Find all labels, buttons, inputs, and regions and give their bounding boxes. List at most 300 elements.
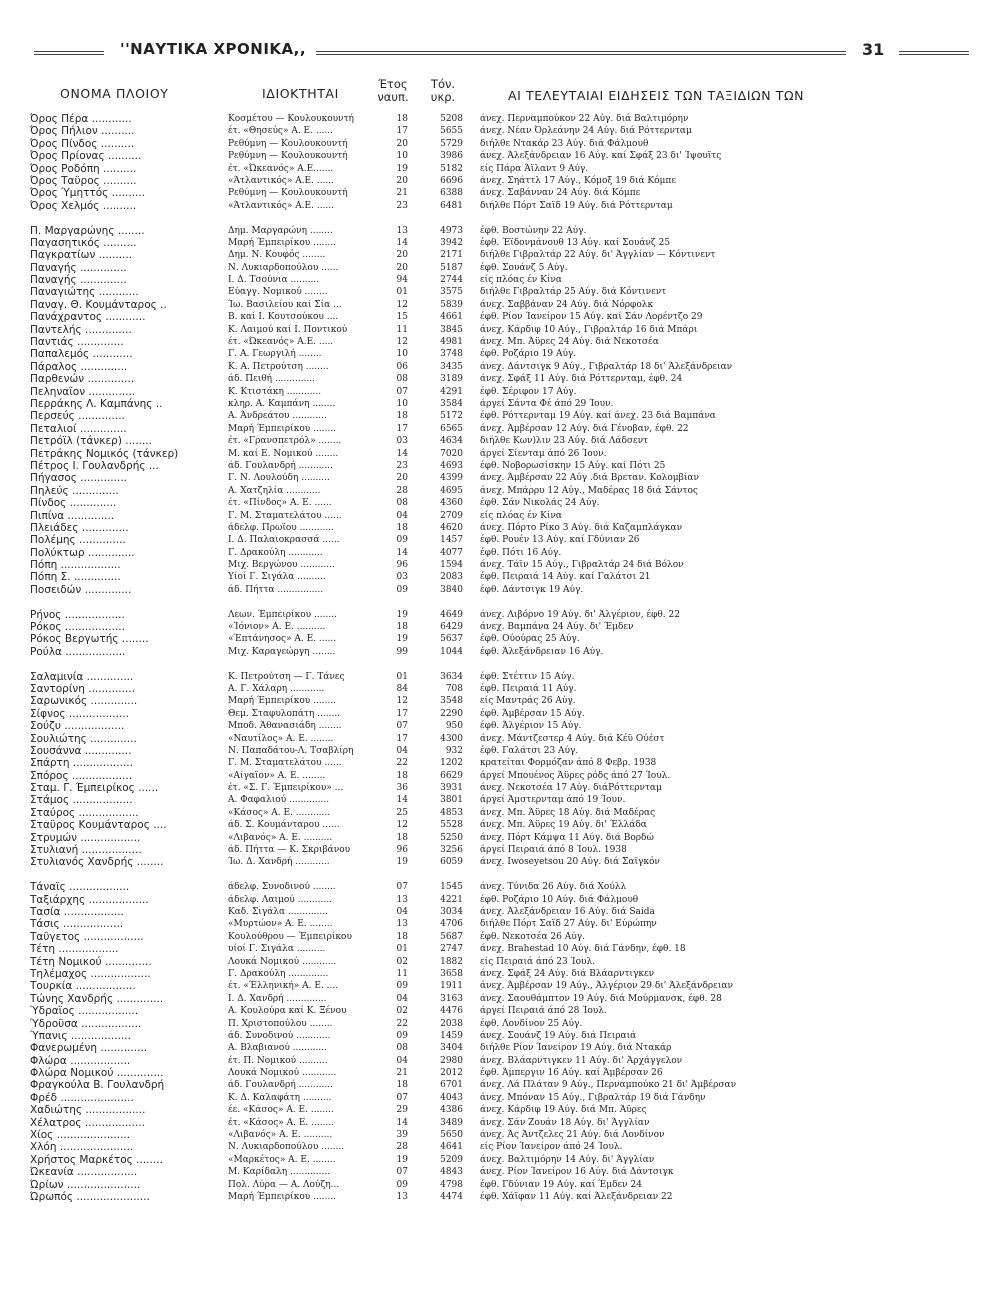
ship-name: Ώρωπός ......................: [30, 1190, 150, 1203]
build-year: 19: [396, 634, 408, 645]
owner: Ν. Λυκιαρδοπούλου ......: [228, 262, 339, 273]
build-year: 08: [396, 498, 408, 509]
voyage-news: άνεχ. Κάρδιφ 10 Αύγ., Γιβραλτάρ 16 διά Μπάρι: [480, 324, 698, 335]
tonnage: 4853: [440, 807, 463, 818]
voyage-news: έφθ. Γαλάτσι 23 Αύγ.: [480, 745, 579, 756]
table-row: [0, 1104, 1000, 1116]
build-year: 18: [396, 411, 408, 422]
owner: Κ. Κτιστάκη ............: [228, 386, 322, 397]
tonnage: 1594: [440, 560, 463, 571]
tonnage: 3189: [440, 374, 463, 385]
build-year: 17: [396, 733, 408, 744]
tonnage: 950: [445, 721, 463, 732]
table-row: [0, 1030, 1000, 1042]
column-header-news: ΑΙ ΤΕΛΕΥΤΑΙΑΙ ΕΙΔΗΣΕΙΣ ΤΩΝ ΤΑΞΙΔΙΩΝ ΤΩΝ: [508, 88, 805, 103]
tonnage: 3489: [440, 1117, 463, 1128]
voyage-news: έφθ. Ούούρας 25 Αύγ.: [480, 634, 580, 645]
ship-name: Σαντορίνη ..............: [30, 682, 135, 695]
voyage-news: άνεχ. Ρίον Ίανείρον 16 Αύγ. διά Δάντσιγκ: [480, 1167, 674, 1178]
voyage-news: κρατείται Φορμόζαν άπό 8 Φεβρ. 1938: [480, 758, 657, 769]
owner: έτ. «Πίνδος» Α. Ε. ......: [228, 498, 332, 509]
owner: Κ. Λαιμού καί Ι. Ποντικού: [228, 324, 348, 335]
tonnage: 6481: [440, 200, 463, 211]
owner: «Άτλαντικός» Α.Ε. ......: [228, 175, 335, 186]
build-year: 21: [396, 1068, 408, 1079]
voyage-news: έφθ. Χάϊφαν 11 Αύγ. καί Άλεξάνδρειαν 22: [480, 1191, 673, 1202]
ship-name: Στάμος ..................: [30, 794, 133, 807]
table-row: [0, 200, 1000, 212]
build-year: 96: [396, 560, 408, 571]
table-row: [0, 311, 1000, 323]
tonnage: 4706: [440, 919, 463, 930]
tonnage: 932: [445, 745, 463, 756]
voyage-news: έφθ. Δάντσιγκ 19 Αύγ.: [480, 584, 584, 595]
voyage-news: άνεχ. Σηάττλ 17 Αύγ., Κόμοξ 19 διά Κόμπε: [480, 175, 676, 186]
voyage-news: άνεχ. Βαμπάνα 24 Αύγ. δι' Έμδεν: [480, 622, 634, 633]
tonnage: 4973: [440, 225, 463, 236]
ship-name: Στρυμών ..................: [30, 831, 141, 844]
voyage-news: διήλθε Ρίον Ίανείρον 19 Αύγ. διά Ντακάρ: [480, 1043, 672, 1054]
owner: «Αίγαΐον» Α. Ε. ........: [228, 770, 326, 781]
build-year: 29: [396, 1105, 408, 1116]
table-row: [0, 485, 1000, 497]
build-year: 01: [396, 287, 408, 298]
ship-name: Πιπίνα ..............: [30, 509, 115, 522]
owner: Ρεθύμνη — Κουλουκουντή: [228, 138, 348, 149]
build-year: 13: [396, 225, 408, 236]
table-row: [0, 435, 1000, 447]
ship-name: Όρος Ύμηττός ..........: [30, 187, 146, 200]
tonnage: 5729: [440, 138, 463, 149]
owner: έτ. «Ώκεανός» Α.Ε.......: [228, 163, 334, 174]
tonnage: 5650: [440, 1130, 463, 1141]
build-year: 22: [396, 1018, 408, 1029]
tonnage: 2038: [440, 1018, 463, 1029]
table-row: [0, 423, 1000, 435]
ship-name: Όρος Πρίονας ..........: [30, 150, 142, 163]
voyage-news: άνεχ. Σάν Ζουάν 18 Αύγ. δι' Άγγλίαν: [480, 1117, 650, 1128]
table-row: [0, 373, 1000, 385]
voyage-news: άνεχ. Iwoseyetsou 20 Αύγ. διά Σαϊγκόν: [480, 857, 660, 868]
tonnage: 3634: [440, 671, 463, 682]
build-year: 13: [396, 1191, 408, 1202]
table-row: [0, 1179, 1000, 1191]
table-row: [0, 671, 1000, 683]
table-row: [0, 609, 1000, 621]
build-year: 10: [396, 398, 408, 409]
table-row: [0, 856, 1000, 868]
tonnage: 1044: [440, 646, 463, 657]
ship-name: Όρος Πίνδος ..........: [30, 137, 135, 150]
tonnage: 3548: [440, 696, 463, 707]
table-row: [0, 918, 1000, 930]
owner: Δημ. Μαργαρώνη ........: [228, 225, 333, 236]
owner: άδ. Γουλανδρή ............: [228, 1080, 333, 1091]
ship-name: Πέτρος Ι. Γουλανδρής ...: [30, 459, 159, 472]
table-row: [0, 1005, 1000, 1017]
owner: Ίω. Βασιλείου καί Σία ...: [228, 299, 342, 310]
owner: «Λιβανός» Α. Ε. ..........: [228, 832, 333, 843]
owner: Ι. Δ. Χανδρή ..............: [228, 993, 327, 1004]
voyage-news: έφθ. Άλεξάνδρειαν 16 Αύγ.: [480, 646, 604, 657]
ship-name: Παναγής ..............: [30, 261, 127, 274]
build-year: 07: [396, 882, 408, 893]
voyage-news: άνεχ. Άμβέρσαν 22 Αύγ .διά Βρεταν. Κολομβίαν: [480, 473, 699, 484]
table-row: [0, 448, 1000, 460]
tonnage: 3840: [440, 584, 463, 595]
table-row: [0, 336, 1000, 348]
voyage-news: άνεχ. Άμβέρσαν 19 Αύγ., Άλγέριον 29 δι' Άλεξάνδρειαν: [480, 981, 733, 992]
build-year: 19: [396, 1154, 408, 1165]
build-year: 19: [396, 609, 408, 620]
ship-name: Ρόκος ..................: [30, 621, 125, 634]
table-row: [0, 274, 1000, 286]
table-row: [0, 286, 1000, 298]
build-year: 19: [396, 163, 408, 174]
table-row: [0, 398, 1000, 410]
build-year: 07: [396, 721, 408, 732]
tonnage: 3256: [440, 845, 463, 856]
ship-name: Σουσάννα ..............: [30, 744, 132, 757]
table-row: [0, 187, 1000, 199]
table-row: [0, 633, 1000, 645]
table-row: [0, 386, 1000, 398]
tonnage: 6701: [440, 1080, 463, 1091]
ship-name: Παρθενών ..............: [30, 373, 135, 386]
owner: άδ. Γουλανδρή ............: [228, 460, 333, 471]
owner: Μαρή Έμπειρίκου ........: [228, 1191, 336, 1202]
table-row: [0, 695, 1000, 707]
owner: Γ. Α. Γεωργιλή ........: [228, 349, 322, 360]
owner: άδελφ. Συνοδινού ........: [228, 882, 336, 893]
table-row: [0, 1055, 1000, 1067]
tonnage: 2290: [440, 708, 463, 719]
owner: Α. Γ. Χάλαρη ............: [228, 683, 325, 694]
voyage-news: άργεί Σίενταμ άπό 26 Ίουν.: [480, 448, 607, 459]
build-year: 01: [396, 671, 408, 682]
build-year: 20: [396, 175, 408, 186]
tonnage: 3034: [440, 907, 463, 917]
owner: Μιχ. Βεργώνου ............: [228, 560, 335, 571]
table-row: [0, 410, 1000, 422]
ship-name: Περσεύς ..............: [30, 410, 125, 423]
owner: Υίοί Γ. Σιγάλα ..........: [228, 572, 326, 583]
tonnage: 6696: [440, 175, 463, 186]
tonnage: 2980: [440, 1055, 463, 1066]
voyage-news: άνεχ. Μπ. Άϋρες 19 Αύγ. δι' Έλλάδα: [480, 820, 647, 831]
voyage-news: διήλθε Πόρτ Σαΐδ 19 Αύγ. διά Ρόττερνταμ: [480, 200, 673, 211]
build-year: 12: [396, 299, 408, 310]
owner: Μποδ. Άθανασιάδη ........: [228, 721, 342, 732]
tonnage: 4843: [440, 1167, 463, 1178]
ship-name: Τηλέμαχος ..................: [30, 967, 151, 980]
build-year: 04: [396, 745, 408, 756]
table-row: [0, 794, 1000, 806]
build-year: 20: [396, 250, 408, 261]
build-year: 02: [396, 1006, 408, 1017]
build-year: 06: [396, 361, 408, 372]
voyage-news: άνεχ. Νέαν Όρλεάνην 24 Αύγ. διά Ρόττερνταμ: [480, 126, 692, 137]
build-year: 18: [396, 931, 408, 942]
build-year: 15: [396, 312, 408, 323]
build-year: 84: [396, 683, 408, 694]
ship-name: Πλειάδες ..............: [30, 521, 129, 534]
tonnage: 2012: [440, 1068, 463, 1079]
table-row: [0, 361, 1000, 373]
ship-name: Πηλεύς ..............: [30, 484, 119, 497]
tonnage: 4474: [440, 1191, 463, 1202]
table-row: [0, 807, 1000, 819]
owner: Κ. Α. Πετρούτση ........: [228, 361, 329, 372]
voyage-news: έφθ. Ροζάριο 10 Αύγ. διά Φάλμουθ: [480, 894, 639, 905]
ship-name: Τουρκία ..................: [30, 980, 136, 993]
tonnage: 4221: [440, 894, 463, 905]
build-year: 18: [396, 1080, 408, 1091]
owner: Α. Άνδρεάτου ............: [228, 411, 327, 422]
build-year: 20: [396, 262, 408, 273]
build-year: 14: [396, 1117, 408, 1128]
section-gap: [0, 869, 1000, 881]
table-row: [0, 262, 1000, 274]
owner: άδ. Συνοδινού ............: [228, 1030, 331, 1041]
owner: Μαρή Έμπειρίκου ........: [228, 423, 336, 434]
build-year: 04: [396, 510, 408, 521]
tonnage: 3801: [440, 795, 463, 806]
owner: Πολ. Λύρα — Α. Λούζη...: [228, 1179, 340, 1190]
table-row: [0, 708, 1000, 720]
voyage-news: άνεχ. Τύνιδα 26 Αύγ. διά Χούλλ: [480, 882, 627, 893]
build-year: 12: [396, 337, 408, 348]
ship-name: Πήγασος ..............: [30, 472, 127, 485]
tonnage: 4360: [440, 498, 463, 509]
tonnage: 1459: [440, 1030, 463, 1041]
table-row: [0, 138, 1000, 150]
owner: «Ίόνιον» Α. Ε. ..........: [228, 622, 326, 633]
owner: «Μυρτώον» Α. Ε. ........: [228, 919, 333, 930]
table-row: [0, 584, 1000, 596]
ship-name: Ώρίων ......................: [30, 1178, 141, 1191]
table-row: [0, 968, 1000, 980]
build-year: 18: [396, 522, 408, 533]
build-year: 25: [396, 807, 408, 818]
header-rule-left: [34, 51, 104, 55]
voyage-news: έφθ. Άμπεργιν 16 Αύγ. καί Άμβέρσαν 26: [480, 1068, 663, 1079]
tonnage: 2171: [440, 250, 463, 261]
build-year: 11: [396, 968, 408, 979]
ship-name: Ύπανις ..................: [30, 1029, 131, 1042]
ship-name: Όρος Χελμός ..........: [30, 199, 137, 212]
tonnage: 3748: [440, 349, 463, 360]
ship-name: Ποσειδών ..............: [30, 583, 132, 596]
ship-name: Περράκης Λ. Καμπάνης ..: [30, 397, 163, 410]
build-year: 39: [396, 1130, 408, 1141]
owner: Ίω. Δ. Χανδρή ............: [228, 857, 330, 868]
voyage-news: έφθ. Γδύνιαν 19 Αύγ. καί Έμδεν 24: [480, 1179, 642, 1190]
ship-name: Τέτη Νομικού ..............: [30, 955, 152, 968]
ship-name: Στυλιανός Χανδρής ........: [30, 856, 164, 869]
ship-name: Πεταλιοί ..............: [30, 422, 127, 435]
owner: Γ. Μ. Σταματελάτου ......: [228, 758, 342, 769]
tonnage: 4476: [440, 1006, 463, 1017]
voyage-news: άνεχ. Τάϊν 15 Αύγ., Γιβραλτάρ 24 διά Βόλον: [480, 560, 684, 571]
tonnage: 3575: [440, 287, 463, 298]
ship-name: Σπόρος ..................: [30, 769, 133, 782]
ship-name: Σταύρος ..................: [30, 806, 139, 819]
build-year: 03: [396, 572, 408, 583]
owner: Ν. Παπαδάτου-Λ. Τσαβλίρη: [228, 745, 354, 756]
build-year: 08: [396, 374, 408, 385]
tonnage: 7020: [440, 448, 463, 459]
table-row: [0, 1166, 1000, 1178]
ship-name: Ρήνος ..................: [30, 608, 125, 621]
build-year: 12: [396, 820, 408, 831]
build-year: 09: [396, 535, 408, 546]
ship-name: Ρούλα ..................: [30, 645, 126, 658]
ship-name: Όρος Πήλιον ..........: [30, 125, 135, 138]
build-year: 21: [396, 188, 408, 199]
page-number: 31: [862, 40, 885, 59]
tonnage: 3435: [440, 361, 463, 372]
build-year: 09: [396, 584, 408, 595]
voyage-news: έφθ. Ρίον Ίανείρον 15 Αύγ. καί Σάν Λορέντζο 29: [480, 312, 703, 323]
build-year: 17: [396, 708, 408, 719]
table-row: [0, 348, 1000, 360]
owner: άδ. Σ. Κουμάνταρου ......: [228, 820, 340, 831]
table-row: [0, 1092, 1000, 1104]
voyage-news: είς Πειραιά άπό 23 Ίουλ.: [480, 956, 596, 967]
table-row: [0, 150, 1000, 162]
table-row: [0, 733, 1000, 745]
column-header-year: Έτος ναυπ.: [377, 77, 409, 104]
ship-name: Πετρόϊλ (τάνκερ) ........: [30, 435, 152, 448]
voyage-news: άνεχ. Άλεξάνδρειαν 16 Αύγ. καί Σφάξ 23 δι' Ίψουϊτς: [480, 151, 722, 162]
voyage-news: άργεί Πειραιά άπό 28 Ίουλ.: [480, 1006, 607, 1017]
ship-name: Τώνης Χανδρής ..............: [30, 992, 164, 1005]
section-gap: [0, 596, 1000, 608]
ship-name: Χίος ......................: [30, 1129, 131, 1142]
table-row: [0, 993, 1000, 1005]
voyage-news: άνεχ. Σουάνζ 19 Αύγ. διά Πειραιά: [480, 1030, 637, 1041]
voyage-news: άνεχ. Δάντσιγκ 9 Αύγ., Γιβραλτάρ 18 δι' Άλεξάνδρειαν: [480, 361, 733, 372]
voyage-news: άνεχ. Άλεξάνδρειαν 16 Αύγ. διά Saida: [480, 907, 655, 917]
tonnage: 6429: [440, 622, 463, 633]
ship-name: Όρος Ταΰρος ..........: [30, 174, 137, 187]
table-row: [0, 906, 1000, 918]
voyage-news: είς Μαντράς 26 Αύγ.: [480, 696, 576, 707]
voyage-news: διήλθε Κων)λιν 23 Αύγ. διά Λάδσεντ: [480, 436, 649, 447]
tonnage: 5182: [440, 163, 463, 174]
table-row: [0, 881, 1000, 893]
voyage-news: άργεί Σάντα Φέ άπό 29 Ίουν.: [480, 398, 614, 409]
voyage-news: έφθ. Έϊδονμάνουθ 13 Αύγ. καί Σουάνζ 25: [480, 237, 671, 248]
owner: Θεμ. Σταφυλοπάτη ........: [228, 708, 341, 719]
section-gap: [0, 212, 1000, 224]
voyage-news: άνεχ. Βαλτιμόρην 14 Αύγ. δι' Άγγλίαν: [480, 1154, 655, 1165]
tonnage: 5687: [440, 931, 463, 942]
build-year: 18: [396, 114, 408, 124]
voyage-news: έφθ. Άμβέρσαν 15 Αύγ.: [480, 708, 585, 719]
table-row: [0, 547, 1000, 559]
owner: Γ. Μ. Σταματελάτου ......: [228, 510, 342, 521]
ship-name: Παγκρατίων ..........: [30, 249, 133, 262]
tonnage: 2744: [440, 275, 463, 286]
owner: κληρ. Α. Καμπάνη ........: [228, 398, 336, 409]
voyage-news: άνεχ. Σφάξ 11 Αύγ. διά Ρόττερνταμ, έφθ. 24: [480, 374, 683, 385]
header-rule-middle: [316, 51, 846, 55]
tonnage: 5655: [440, 126, 463, 137]
tonnage: 4695: [440, 485, 463, 496]
voyage-news: άνεχ. Σαββάναν 24 Αύγ. διά Νόρφολκ: [480, 299, 654, 310]
table-row: [0, 510, 1000, 522]
ship-name: Πόπη Σ. ..............: [30, 571, 121, 584]
table-row: [0, 175, 1000, 187]
tonnage: 2083: [440, 572, 463, 583]
build-year: 12: [396, 696, 408, 707]
ship-name: Φλώρα ..................: [30, 1054, 131, 1067]
owner: Μαρή Έμπειρίκου ........: [228, 696, 336, 707]
owner: Γ. Δρακούλη ..............: [228, 968, 329, 979]
tonnage: 2747: [440, 944, 463, 955]
ship-name: Φλώρα Νομικού ..............: [30, 1067, 164, 1080]
table-row: [0, 1154, 1000, 1166]
build-year: 17: [396, 423, 408, 434]
voyage-news: άνεχ. Μπάρρυ 12 Αύγ., Μαδέρας 18 διά Σάντος: [480, 485, 698, 496]
voyage-news: έφθ. Πειραιά 11 Αύγ.: [480, 683, 577, 694]
owner: άδελφ. Λαιμού ............: [228, 894, 332, 905]
ship-name: Πανάχραντος ............: [30, 311, 146, 324]
voyage-news: άργεί Άμστερνταμ άπό 19 Ίουν.: [480, 795, 626, 806]
build-year: 09: [396, 1030, 408, 1041]
voyage-news: άνεχ. Πόρτο Ρίκο 3 Αύγ. διά Καζαμπλάγκαν: [480, 522, 683, 533]
build-year: 08: [396, 1043, 408, 1054]
owner: Μ. Καρίδαλη ..............: [228, 1167, 331, 1178]
tonnage: 6388: [440, 188, 463, 199]
build-year: 96: [396, 845, 408, 856]
tonnage: 3845: [440, 324, 463, 335]
voyage-news: διήλθε Ντακάρ 23 Αύγ. διά Φάλμουθ: [480, 138, 649, 149]
table-row: [0, 113, 1000, 125]
ship-name: Σουλιώτης ..............: [30, 732, 137, 745]
ship-name: Πάραλος ..............: [30, 360, 128, 373]
owner: έτ. «Ώκεανός» Α.Ε. .....: [228, 337, 334, 348]
tonnage: 5187: [440, 262, 463, 273]
owner: Κουλούθρου — Έμπειρίκου: [228, 931, 352, 942]
build-year: 94: [396, 275, 408, 286]
owner: Μιχ. Καραγεώργη ........: [228, 646, 336, 657]
tonnage: 4798: [440, 1179, 463, 1190]
ship-name: Σταΰρος Κουμάνταρος ....: [30, 819, 167, 832]
owner: «Έπτάνησος» Α. Ε. ......: [228, 634, 337, 645]
table-row: [0, 472, 1000, 484]
voyage-news: έφθ. Νοβορωσίσκην 15 Αύγ. καί Πότι 25: [480, 460, 666, 471]
voyage-news: άνεχ. Άμβέρσαν 12 Αύγ. διά Γένοβαν, έφθ. 22: [480, 423, 689, 434]
ship-name: Ύδροΰσα ..................: [30, 1017, 142, 1030]
tonnage: 3404: [440, 1043, 463, 1054]
voyage-news: έφθ. Ρουέν 13 Αύγ. καί Γδύνιαν 26: [480, 535, 640, 546]
table-row: [0, 832, 1000, 844]
build-year: 09: [396, 1179, 408, 1190]
tonnage: 5209: [440, 1154, 463, 1165]
voyage-news: έφθ. Σάν Νικολάς 24 Αύγ.: [480, 498, 600, 509]
owner: Α. Χατζηλία ............: [228, 485, 321, 496]
ship-name: Πίνδος ..............: [30, 497, 117, 510]
tonnage: 4300: [440, 733, 463, 744]
table-row: [0, 894, 1000, 906]
owner: Β. καί Ι. Κουτσούκου ....: [228, 312, 339, 323]
owner: Καδ. Σιγάλα ..............: [228, 907, 328, 917]
table-row: [0, 956, 1000, 968]
tonnage: 3658: [440, 968, 463, 979]
